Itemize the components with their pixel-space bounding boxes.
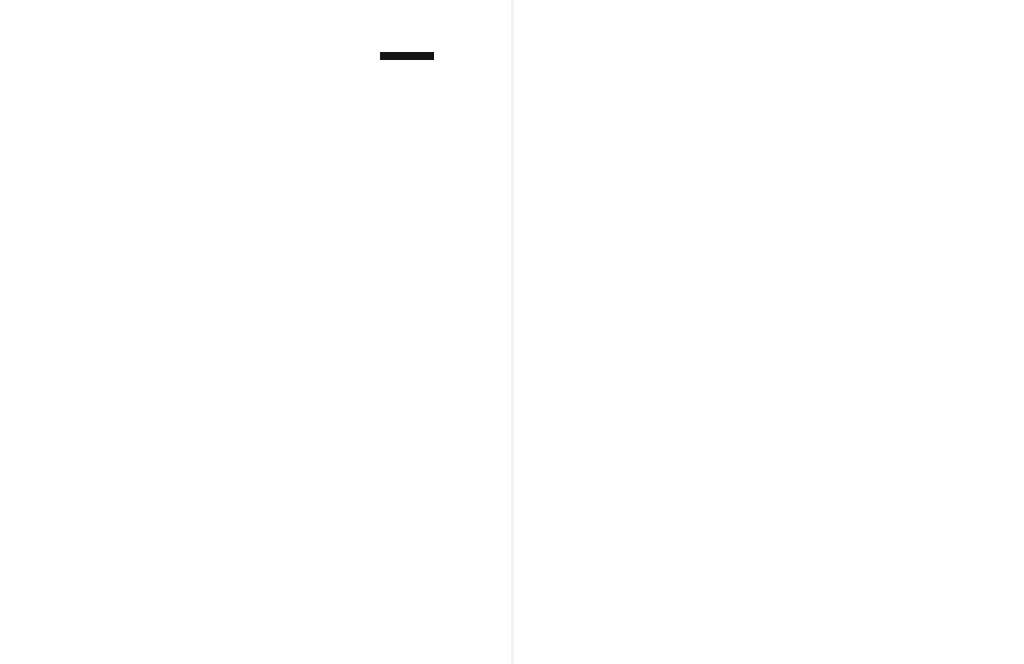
page-gutter [511, 0, 514, 664]
subtitle-left [380, 48, 434, 62]
subtitle-blot [380, 52, 434, 60]
